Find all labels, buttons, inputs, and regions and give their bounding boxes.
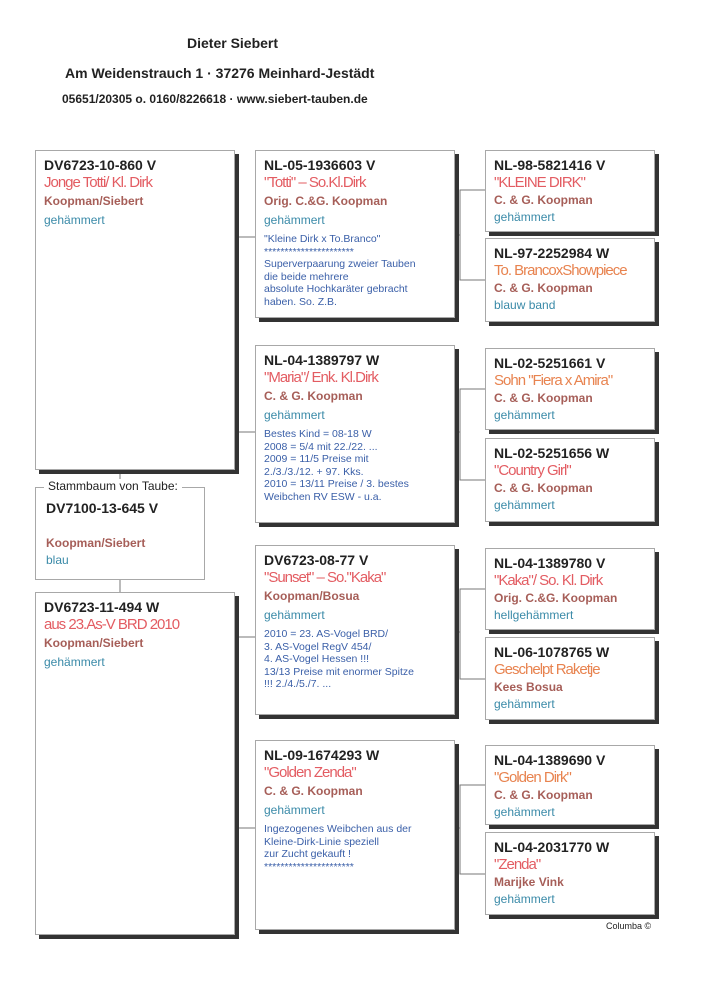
pigeon-breeder: Marijke Vink bbox=[494, 875, 564, 889]
pigeon-name: aus 23.As-V BRD 2010 bbox=[44, 616, 180, 633]
breeder-contact: 05651/20305 o. 0160/8226618 · www.siebert-tauben.de bbox=[62, 92, 368, 106]
pigeon-breeder: C. & G. Koopman bbox=[494, 281, 593, 295]
subject-color: blau bbox=[46, 553, 69, 567]
pigeon-color: hellgehämmert bbox=[494, 608, 574, 622]
pigeon-breeder: Orig. C.&G. Koopman bbox=[494, 591, 618, 605]
pigeon-box-fm bbox=[255, 345, 455, 523]
pigeon-color: gehämmert bbox=[264, 408, 325, 422]
pigeon-box-mf bbox=[255, 545, 455, 715]
pigeon-box-fmm bbox=[485, 438, 655, 522]
pigeon-ring: NL-06-1078765 W bbox=[494, 644, 610, 660]
pigeon-name: "Kaka"/ So. Kl. Dirk bbox=[494, 572, 603, 589]
pigeon-ring: DV6723-11-494 W bbox=[44, 599, 160, 615]
pigeon-box-father bbox=[35, 150, 235, 470]
pigeon-color: gehämmert bbox=[494, 697, 555, 711]
pigeon-box-mmf bbox=[485, 745, 655, 825]
pigeon-color: gehämmert bbox=[494, 805, 555, 819]
pigeon-name: "Golden Dirk" bbox=[494, 769, 571, 786]
pigeon-breeder: C. & G. Koopman bbox=[494, 788, 593, 802]
pigeon-breeder: Koopman/Siebert bbox=[44, 194, 144, 208]
pigeon-color: gehämmert bbox=[44, 655, 105, 669]
pigeon-ring: NL-05-1936603 V bbox=[264, 157, 376, 173]
pigeon-ring: NL-97-2252984 W bbox=[494, 245, 610, 261]
pigeon-color: gehämmert bbox=[494, 892, 555, 906]
subject-ring: DV7100-13-645 V bbox=[46, 500, 159, 516]
pigeon-box-ff bbox=[255, 150, 455, 318]
pigeon-breeder: Kees Bosua bbox=[494, 680, 563, 694]
pigeon-note: "Kleine Dirk x To.Branco" ********************** Superverpaarung zweier Tauben die beide mehrere absolute Hochkaräter gebracht haben. So. Z.B. bbox=[264, 233, 416, 308]
subject-breeder: Koopman/Siebert bbox=[46, 536, 146, 550]
pigeon-box-fff bbox=[485, 150, 655, 232]
pigeon-ring: NL-04-1389797 W bbox=[264, 352, 380, 368]
subject-pigeon-box bbox=[35, 479, 205, 580]
pigeon-breeder: Koopman/Bosua bbox=[264, 589, 360, 603]
pigeon-name: "Zenda" bbox=[494, 856, 541, 873]
pigeon-ring: NL-04-1389780 V bbox=[494, 555, 606, 571]
pigeon-breeder: C. & G. Koopman bbox=[494, 391, 593, 405]
pigeon-breeder: Orig. C.&G. Koopman bbox=[264, 194, 388, 208]
pigeon-color: gehämmert bbox=[494, 210, 555, 224]
subject-label: Stammbaum von Taube: bbox=[44, 479, 182, 493]
pigeon-name: "Country Girl" bbox=[494, 462, 571, 479]
pigeon-breeder: C. & G. Koopman bbox=[494, 481, 593, 495]
pigeon-color: blauw band bbox=[494, 298, 556, 312]
pigeon-color: gehämmert bbox=[494, 408, 555, 422]
copyright: Columba © bbox=[606, 921, 652, 931]
breeder-name: Dieter Siebert bbox=[187, 35, 279, 51]
pigeon-color: gehämmert bbox=[494, 498, 555, 512]
pigeon-name: "Maria"/ Enk. Kl.Dirk bbox=[264, 369, 378, 386]
pigeon-box-ffm bbox=[485, 238, 655, 322]
pigeon-note: 2010 = 23. AS-Vogel BRD/ 3. AS-Vogel RegV 454/ 4. AS-Vogel Hessen !!! 13/13 Preise mit enormer Spitze !!! 2./4./5./7. ... bbox=[264, 628, 414, 690]
pigeon-name: "KLEINE DIRK" bbox=[494, 174, 586, 191]
pigeon-box-mfm bbox=[485, 637, 655, 720]
pigeon-ring: NL-02-5251661 V bbox=[494, 355, 606, 371]
pigeon-color: gehämmert bbox=[264, 213, 325, 227]
pigeon-name: "Totti" – So.Kl.Dirk bbox=[264, 174, 366, 191]
pigeon-name: Jonge Totti/ Kl. Dirk bbox=[44, 174, 152, 191]
pigeon-ring: NL-09-1674293 W bbox=[264, 747, 380, 763]
pigeon-box-mmm bbox=[485, 832, 655, 915]
breeder-address: Am Weidenstrauch 1 · 37276 Meinhard-Jestädt bbox=[65, 65, 375, 81]
pigeon-note: Ingezogenes Weibchen aus der Kleine-Dirk-Linie speziell zur Zucht gekauft ! ********************** bbox=[264, 823, 412, 873]
pigeon-name: Geschelpt Raketje bbox=[494, 661, 600, 678]
pigeon-color: gehämmert bbox=[264, 608, 325, 622]
pigeon-ring: NL-98-5821416 V bbox=[494, 157, 606, 173]
pigeon-color: gehämmert bbox=[44, 213, 105, 227]
pigeon-breeder: Koopman/Siebert bbox=[44, 636, 144, 650]
pigeon-breeder: C. & G. Koopman bbox=[264, 389, 363, 403]
pigeon-breeder: C. & G. Koopman bbox=[494, 193, 593, 207]
pigeon-name: Sohn "Fiera x Amira" bbox=[494, 372, 613, 389]
pigeon-name: "Golden Zenda" bbox=[264, 764, 356, 781]
pigeon-box-mm bbox=[255, 740, 455, 930]
pigeon-box-mother bbox=[35, 592, 235, 935]
pigeon-ring: DV6723-10-860 V bbox=[44, 157, 157, 173]
pigeon-breeder: C. & G. Koopman bbox=[264, 784, 363, 798]
pigeon-name: To. BrancoxShowpiece bbox=[494, 262, 627, 279]
pigeon-ring: NL-04-1389690 V bbox=[494, 752, 606, 768]
pigeon-ring: NL-04-2031770 W bbox=[494, 839, 610, 855]
pigeon-color: gehämmert bbox=[264, 803, 325, 817]
pigeon-ring: NL-02-5251656 W bbox=[494, 445, 610, 461]
pigeon-box-fmf bbox=[485, 348, 655, 430]
pigeon-box-mff bbox=[485, 548, 655, 630]
pigeon-ring: DV6723-08-77 V bbox=[264, 552, 369, 568]
pigeon-note: Bestes Kind = 08-18 W 2008 = 5/4 mit 22./22. ... 2009 = 11/5 Preise mit 2./3./3./12. + 97. Kks. 2010 = 13/11 Preise / 3. bestes Weibchen RV ESW - u.a. bbox=[264, 428, 409, 503]
pigeon-name: "Sunset" – So."Kaka" bbox=[264, 569, 386, 586]
